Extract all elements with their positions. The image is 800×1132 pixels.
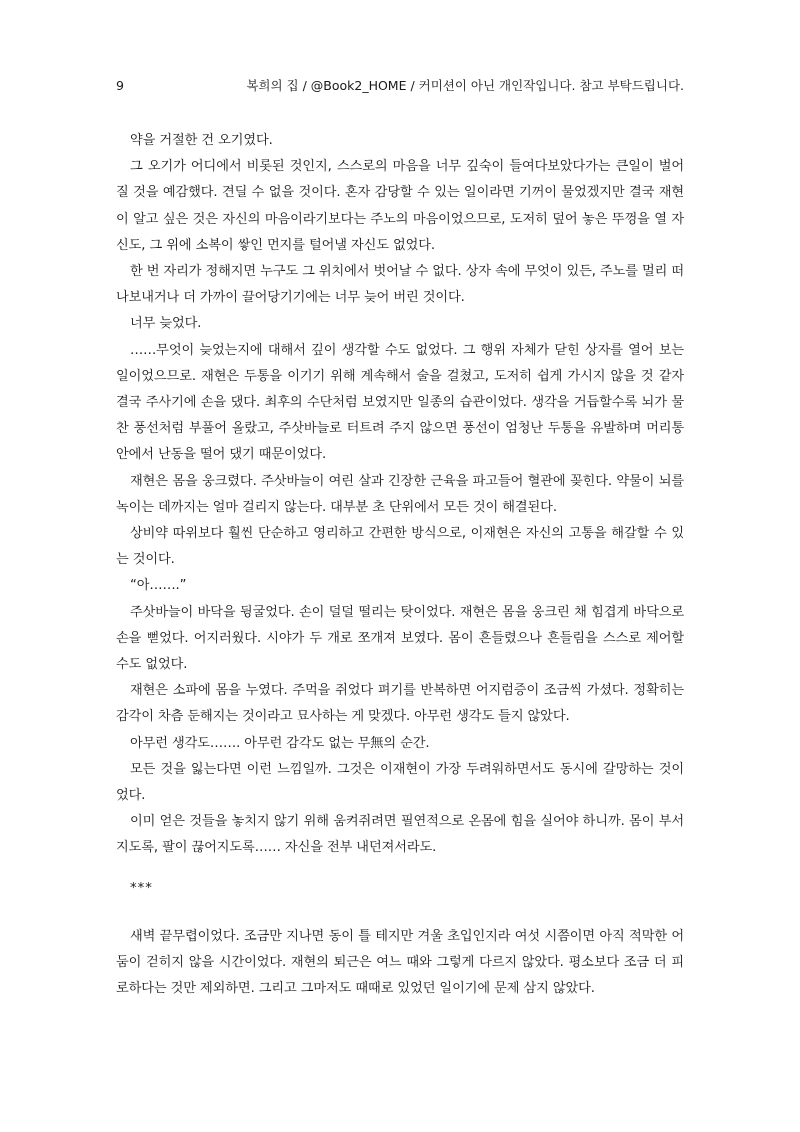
page-number: 9 (116, 78, 124, 93)
paragraph: 재현은 소파에 몸을 누였다. 주먹을 쥐었다 펴기를 반복하면 어지럼증이 조금씩 가셨다. 정확히는 감각이 차츰 둔해지는 것이라고 묘사하는 게 맞겠다. 아무런 생각도 들지 않았다. (116, 683, 684, 725)
paragraph: 재현은 몸을 웅크렸다. 주삿바늘이 여린 살과 긴장한 근육을 파고들어 혈관에 꽂힌다. 약물이 뇌를 녹이는 데까지는 얼마 걸리지 않는다. 대부분 초 단위에서 모든 것이 해결된다. (116, 473, 684, 515)
paragraph: “아…….” (130, 578, 187, 594)
paragraph: 이미 얻은 것들을 놓치지 않기 위해 움켜쥐려면 필연적으로 온몸에 힘을 실어야 하니까. 몸이 부서지도록, 팔이 끊어지도록…… 자신을 전부 내던져서라도. (116, 814, 684, 856)
section-divider: *** (130, 880, 153, 896)
paragraph: 한 번 자리가 정해지면 누구도 그 위치에서 벗어날 수 없다. 상자 속에 무엇이 있든, 주노를 멀리 떠나보내거나 더 가까이 끌어당기기에는 너무 늦어 버린 것이다. (116, 264, 684, 306)
paragraph: ……무엇이 늦었는지에 대해서 깊이 생각할 수도 없었다. 그 행위 자체가 닫힌 상자를 열어 보는 일이었으므로. 재현은 두통을 이기기 위해 계속해서 술을 걸쳤고, 도저히 쉽게 가시지 않을 것 같자 결국 주사기에 손을 댔다. 최후의 수단처럼 보였지만 일종의 습관이었다. 생각을 거듭할수록 뇌가 물 찬 풍선처럼 부풀어 올랐고, 주삿바늘로 터트려 주지 않으면 풍선이 엄청난 두통을 유발하며 머리통 안에서 난동을 떨어 댔기 때문이었다. (116, 342, 684, 463)
paragraph: 그 오기가 어디에서 비롯된 것인지, 스스로의 마음을 너무 깊숙이 들여다보았다가는 큰일이 벌어질 것을 예감했다. 견딜 수 없을 것이다. 혼자 감당할 수 있는 일이라면 기꺼이 물었겠지만 결국 재현이 알고 싶은 것은 자신의 마음이라기보다는 주노의 마음이었으므로, 도저히 덮어 놓은 뚜껑을 열 자신도, 그 위에 소복이 쌓인 먼지를 털어낼 자신도 없었다. (116, 159, 684, 253)
body-text (116, 128, 684, 1003)
header-text: 복희의 집 / @Book2_HOME / 커미션이 아닌 개인작입니다. 참고 부탁드립니다. (246, 78, 684, 93)
page-header (116, 76, 684, 96)
paragraph: 상비약 따위보다 훨씬 단순하고 영리하고 간편한 방식으로, 이재현은 자신의 고통을 해갈할 수 있는 것이다. (116, 526, 684, 568)
paragraph: 모든 것을 잃는다면 이런 느낌일까. 그것은 이재현이 가장 두려워하면서도 동시에 갈망하는 것이었다. (116, 761, 684, 804)
paragraph: 너무 늦었다. (130, 316, 202, 332)
paragraph: 새벽 끝무렵이었다. 조금만 지나면 동이 틀 테지만 겨울 초입인지라 여섯 시쯤이면 아직 적막한 어둠이 걷히지 않을 시간이었다. 재현의 퇴근은 여느 때와 그렇게 다르지 않았다. 평소보다 조금 더 피로하다는 것만 제외하면. 그리고 그마저도 때때로 있었던 일이기에 문제 삼지 않았다. (116, 928, 684, 997)
paragraph: 주삿바늘이 바닥을 뒹굴었다. 손이 덜덜 떨리는 탓이었다. 재현은 몸을 웅크린 채 힘겹게 바닥으로 손을 뻗었다. 어지러웠다. 시야가 두 개로 쪼개져 보였다. 몸이 흔들렸으나 흔들림을 스스로 제어할 수도 없었다. (116, 604, 684, 673)
paragraph: 약을 거절한 건 오기였다. (130, 133, 273, 148)
paragraph: 아무런 생각도……. 아무런 감각도 없는 무無의 순간. (130, 735, 430, 751)
